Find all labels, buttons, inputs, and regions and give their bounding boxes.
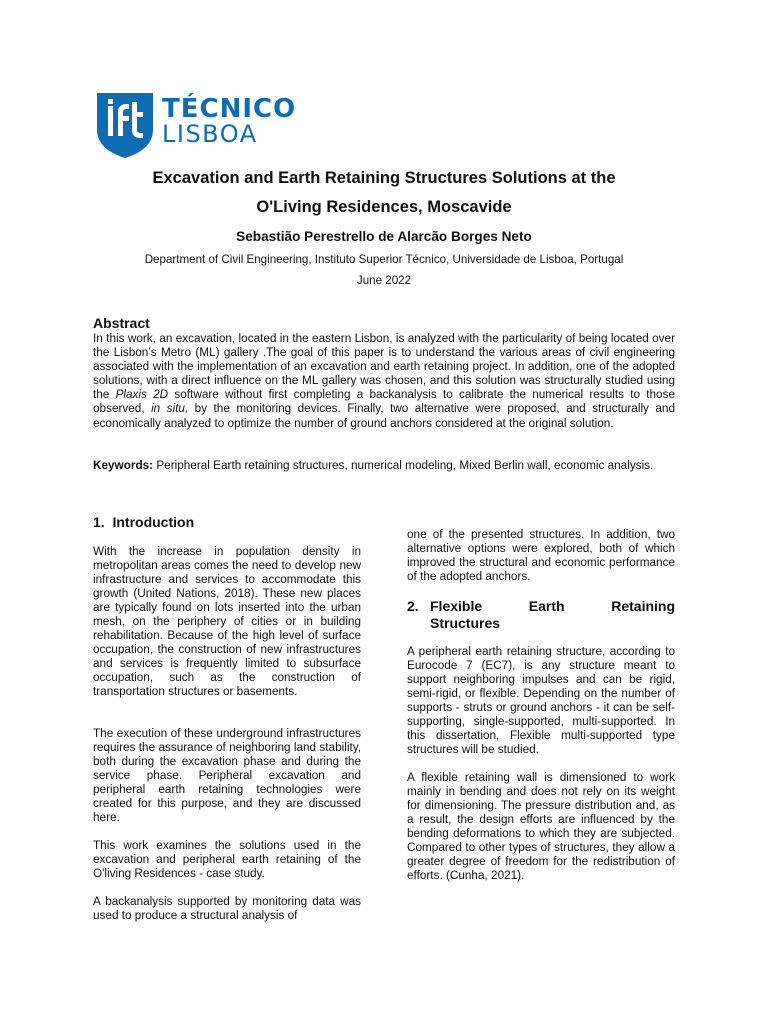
section-2-title-word2: Earth	[528, 598, 565, 614]
section-2-title-word3: Retaining	[611, 598, 675, 614]
abstract-in-situ: in situ,	[151, 402, 189, 416]
author-name: Sebastião Perestrello de Alarcão Borges Neto	[236, 229, 532, 244]
section-2-paragraph-2: A flexible retaining wall is dimensioned to work mainly in bending and does not rely on its weight for dimensioning. The pressure distribution and, as a result, the design efforts are influenced by the bending deformations to which they are subjected. Compared to other types of structures, they allow a greater degree of freedom for the redistribution of efforts. (Cunha, 2021).	[407, 771, 675, 883]
intro-paragraph-3: This work examines the solutions used in the excavation and peripheral earth retaining of the O'living Residences - case study.	[93, 839, 361, 881]
abstract-text: In this work, an excavation, located in the eastern Lisbon, is analyzed with the particularity of being located over the Lisbon’s Metro (ML) gallery .The goal of this paper is to understand the various areas of civil engineering associated with the implementation of an excavation and earth retaining project. In addition, one of the adopted solutions, with a direct influence on the ML gallery was chosen, and this solution was structurally studied using the	[93, 332, 675, 402]
ist-shield-icon	[96, 92, 154, 158]
section-2-heading	[407, 598, 675, 632]
section-2-title-word1: Flexible	[430, 598, 483, 614]
keywords	[93, 459, 675, 473]
section-1-heading	[93, 514, 194, 531]
section-2-number: 2.	[407, 598, 419, 614]
publication-date: June 2022	[356, 274, 412, 287]
keywords-label: Keywords:	[93, 459, 154, 472]
abstract-software-name: Plaxis 2D	[115, 388, 169, 402]
author-affiliation: Department of Civil Engineering, Instituto Superior Técnico, Universidade de Lisboa, Portugal	[144, 253, 624, 266]
keywords-text: Peripheral Earth retaining structures, numerical modeling, Mixed Berlin wall, economic analysis.	[153, 459, 654, 472]
section-1-number: 1.	[93, 514, 105, 530]
section-1-title: Introduction	[112, 514, 195, 530]
logo-text-lisboa: LISBOA	[162, 120, 258, 148]
intro-continuation: one of the presented structures. In addition, two alternative options were explored, both of which improved the structural and economic performance of the adopted anchors.	[407, 528, 675, 584]
intro-paragraph-1: With the increase in population density in metropolitan areas comes the need to develop new infrastructure and services to accommodate this growth (United Nations, 2018). These new places are typically found on lots inserted into the urban mesh, on the periphery of cities or in building rehabilitation. Because of the high level of surface occupation, the construction of new infrastructures and services is frequently limited to subsurface occupation, such as the construction of transportation structures or basements.	[93, 545, 361, 699]
paper-title-line1: Excavation and Earth Retaining Structures Solutions at the	[152, 169, 616, 187]
abstract-body	[93, 332, 675, 431]
abstract-text-3: by the monitoring devices. Finally, two alternative were proposed, and structurally and economically analyzed to optimize the number of ground anchors considered at the original solution.	[93, 402, 675, 430]
abstract-heading: Abstract	[93, 315, 150, 331]
intro-paragraph-4: A backanalysis supported by monitoring data was used to produce a structural analysis of	[93, 895, 361, 923]
intro-paragraph-2: The execution of these underground infrastructures requires the assurance of neighboring land stability, both during the excavation phase and during the service phase. Peripheral excavation and peripheral earth retaining technologies were created for this purpose, and they are discussed here.	[93, 727, 361, 825]
section-2-paragraph-1: A peripheral earth retaining structure, according to Eurocode 7 (EC7), is any structure meant to support neighboring impulses and can be rigid, semi-rigid, or flexible. Depending on the number of supports - struts or ground anchors - it can be self-supporting, single-supported, multi-supported. In this dissertation, Flexible multi-supported type structures will be studied.	[407, 645, 675, 757]
abstract-text-2: software without first completing a backanalysis to calibrate the numerical results to those observed,	[93, 388, 675, 416]
logo-text-tecnico: TÉCNICO	[162, 94, 297, 124]
institution-logo	[96, 92, 297, 158]
paper-title-line2: O'Living Residences, Moscavide	[256, 198, 512, 216]
section-2-title-line2: Structures	[430, 615, 501, 631]
